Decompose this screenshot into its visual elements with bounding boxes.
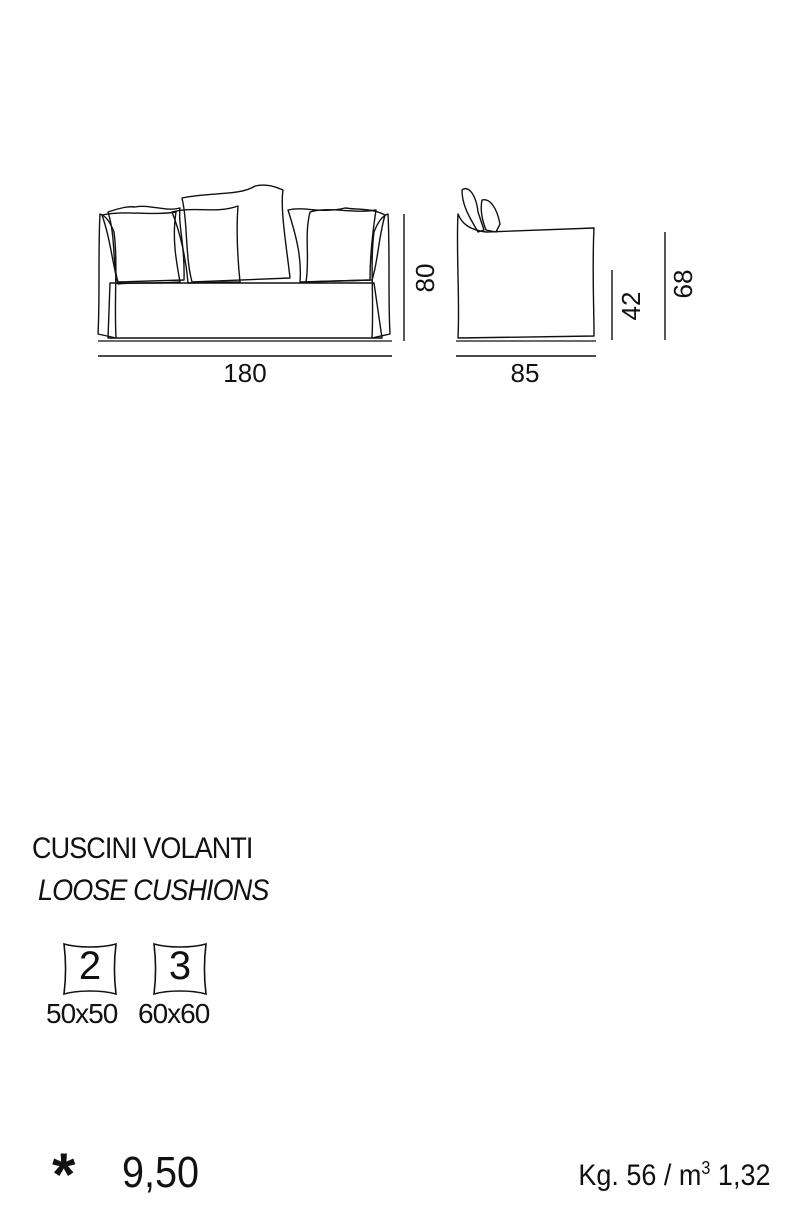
volume-exponent: 3 <box>700 1158 710 1178</box>
sofa-side-view <box>456 189 665 356</box>
cushions-subtitle: LOOSE CUSHIONS <box>38 874 269 907</box>
volume-value: 1,32 <box>709 1159 770 1192</box>
cushion-count: 3 <box>168 944 192 988</box>
dimension-width-label: 180 <box>223 358 267 388</box>
cushion-size: 60x60 <box>138 998 210 1029</box>
throw-cushion-right <box>306 210 376 282</box>
price-value: 9,50 <box>122 1148 200 1197</box>
sofa-front-view <box>98 185 404 356</box>
back-cushion-left <box>108 206 184 282</box>
weight-volume <box>578 1158 770 1193</box>
sofa-front-base <box>108 283 382 338</box>
price-star-icon: * <box>52 1141 76 1208</box>
cushions-title: CUSCINI VOLANTI <box>32 832 253 865</box>
back-cushion-center <box>182 185 290 282</box>
weight-label: Kg. 56 / m <box>577 1159 701 1192</box>
cushion-count: 2 <box>78 944 102 988</box>
technical-drawing <box>0 0 800 420</box>
dimension-height-label: 80 <box>410 263 440 293</box>
cushion-size: 50x50 <box>46 998 118 1029</box>
dimension-arm-height-label: 68 <box>668 269 698 299</box>
dimension-seat-height-label: 42 <box>616 291 646 321</box>
dimension-depth-label: 85 <box>510 358 540 388</box>
throw-cushion-center <box>172 206 240 283</box>
